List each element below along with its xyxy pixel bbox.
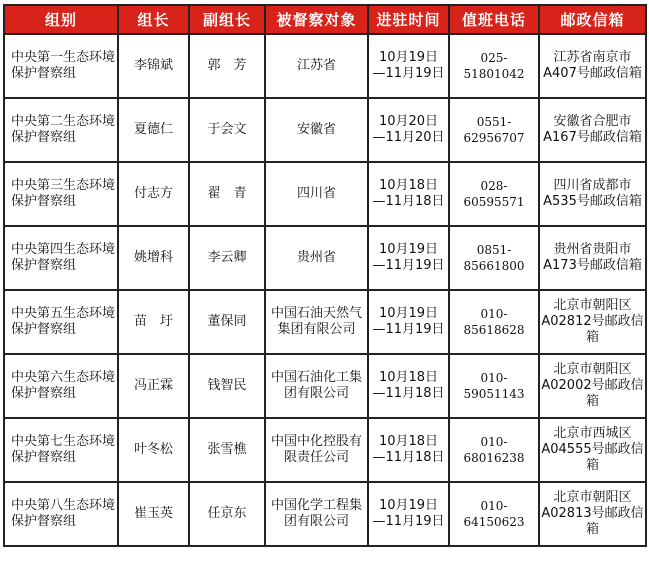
mailbox-cell: 北京市西城区 A04555号邮政信箱 <box>539 418 646 482</box>
phone-cell: 028-60595571 <box>449 162 539 226</box>
phone-cell: 010-64150623 <box>449 482 539 546</box>
target-cell: 贵州省 <box>265 226 368 290</box>
phone-cell: 025-51801042 <box>449 34 539 98</box>
inspection-groups-table <box>3 4 647 547</box>
table-row <box>4 418 646 482</box>
period-cell: 10月19日 —11月19日 <box>368 482 449 546</box>
table-row <box>4 162 646 226</box>
group-cell: 中央第一生态环境保护督察组 <box>4 34 118 98</box>
group-cell: 中央第三生态环境保护督察组 <box>4 162 118 226</box>
target-cell: 四川省 <box>265 162 368 226</box>
period-cell: 10月19日 —11月19日 <box>368 226 449 290</box>
deputy-cell: 董保同 <box>189 290 265 354</box>
deputy-cell: 翟 青 <box>189 162 265 226</box>
table-row <box>4 482 646 546</box>
deputy-cell: 钱智民 <box>189 354 265 418</box>
group-cell: 中央第七生态环境保护督察组 <box>4 418 118 482</box>
period-cell: 10月19日 —11月19日 <box>368 290 449 354</box>
target-cell: 中国石油化工集团有限公司 <box>265 354 368 418</box>
period-cell: 10月20日 —11月20日 <box>368 98 449 162</box>
group-cell: 中央第六生态环境保护督察组 <box>4 354 118 418</box>
leader-cell: 苗 圩 <box>118 290 189 354</box>
period-cell: 10月18日 —11月18日 <box>368 354 449 418</box>
target-cell: 中国化学工程集团有限公司 <box>265 482 368 546</box>
header-phone: 值班电话 <box>449 5 539 34</box>
leader-cell: 叶冬松 <box>118 418 189 482</box>
table-row <box>4 98 646 162</box>
header-mailbox: 邮政信箱 <box>539 5 646 34</box>
leader-cell: 冯正霖 <box>118 354 189 418</box>
period-cell: 10月19日 —11月19日 <box>368 34 449 98</box>
deputy-cell: 任京东 <box>189 482 265 546</box>
mailbox-cell: 北京市朝阳区 A02813号邮政信箱 <box>539 482 646 546</box>
target-cell: 江苏省 <box>265 34 368 98</box>
leader-cell: 付志方 <box>118 162 189 226</box>
header-deputy: 副组长 <box>189 5 265 34</box>
phone-cell: 010-59051143 <box>449 354 539 418</box>
mailbox-cell: 贵州省贵阳市 A173号邮政信箱 <box>539 226 646 290</box>
target-cell: 安徽省 <box>265 98 368 162</box>
deputy-cell: 郭 芳 <box>189 34 265 98</box>
mailbox-cell: 北京市朝阳区 A02002号邮政信箱 <box>539 354 646 418</box>
table-row <box>4 226 646 290</box>
header-group: 组别 <box>4 5 118 34</box>
deputy-cell: 李云卿 <box>189 226 265 290</box>
group-cell: 中央第五生态环境保护督察组 <box>4 290 118 354</box>
phone-cell: 0551-62956707 <box>449 98 539 162</box>
leader-cell: 夏德仁 <box>118 98 189 162</box>
phone-cell: 010-85618628 <box>449 290 539 354</box>
mailbox-cell: 北京市朝阳区 A02812号邮政信箱 <box>539 290 646 354</box>
mailbox-cell: 四川省成都市 A535号邮政信箱 <box>539 162 646 226</box>
table-row <box>4 354 646 418</box>
group-cell: 中央第二生态环境保护督察组 <box>4 98 118 162</box>
mailbox-cell: 江苏省南京市 A407号邮政信箱 <box>539 34 646 98</box>
header-period: 进驻时间 <box>368 5 449 34</box>
deputy-cell: 张雪樵 <box>189 418 265 482</box>
phone-cell: 0851-85661800 <box>449 226 539 290</box>
leader-cell: 姚增科 <box>118 226 189 290</box>
header-target: 被督察对象 <box>265 5 368 34</box>
target-cell: 中国石油天然气集团有限公司 <box>265 290 368 354</box>
group-cell: 中央第四生态环境保护督察组 <box>4 226 118 290</box>
group-cell: 中央第八生态环境保护督察组 <box>4 482 118 546</box>
header-leader: 组长 <box>118 5 189 34</box>
phone-cell: 010-68016238 <box>449 418 539 482</box>
table-row <box>4 34 646 98</box>
leader-cell: 李锦斌 <box>118 34 189 98</box>
period-cell: 10月18日 —11月18日 <box>368 418 449 482</box>
period-cell: 10月18日 —11月18日 <box>368 162 449 226</box>
deputy-cell: 于会文 <box>189 98 265 162</box>
table-row <box>4 290 646 354</box>
header-row <box>4 5 646 34</box>
mailbox-cell: 安徽省合肥市 A167号邮政信箱 <box>539 98 646 162</box>
target-cell: 中国中化控股有限责任公司 <box>265 418 368 482</box>
leader-cell: 崔玉英 <box>118 482 189 546</box>
